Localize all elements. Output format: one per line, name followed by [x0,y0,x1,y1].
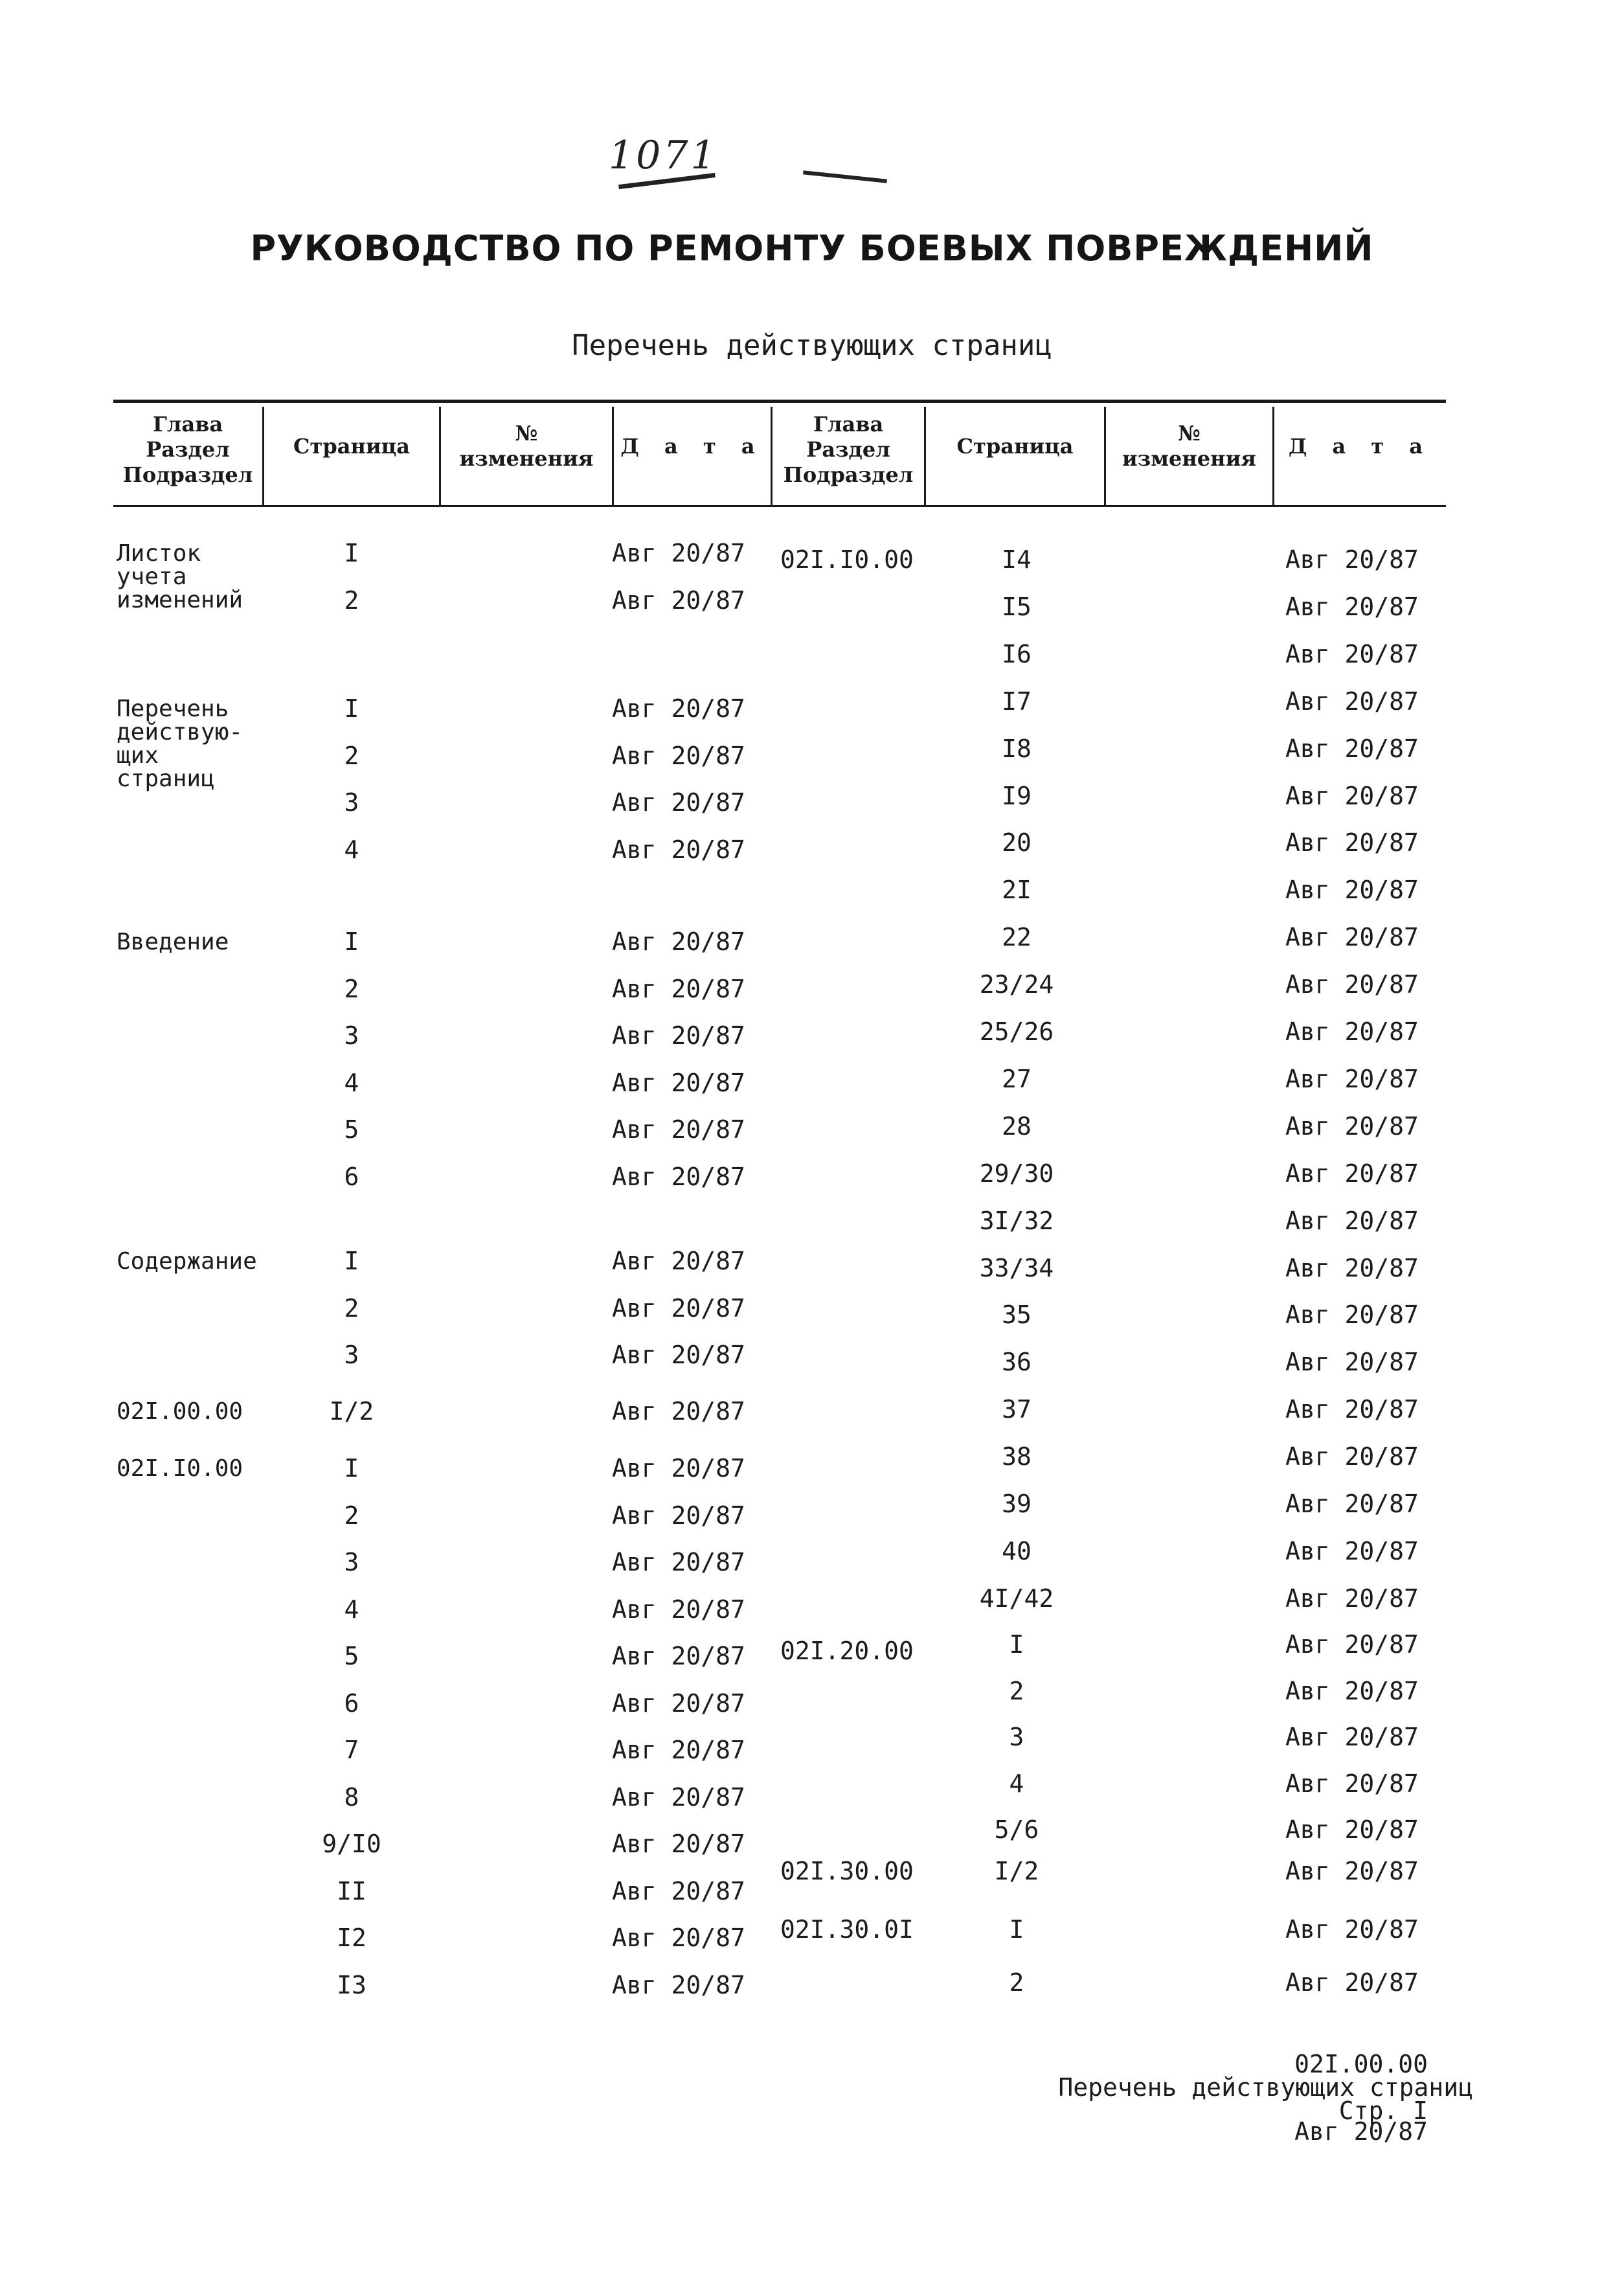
page-date: Авг 20/87 [612,585,745,615]
page-date: Авг 20/87 [612,1341,745,1369]
page-date: Авг 20/87 [1285,1536,1419,1565]
page-footer [971,2052,1473,2149]
page-date: Авг 20/87 [1285,1630,1419,1659]
page-number: 35 [1002,1301,1032,1330]
page-number: 5 [344,1115,359,1144]
page-number: II [337,1876,367,1905]
document-subtitle: Перечень действующих страниц [572,329,1052,362]
page-date: Авг 20/87 [1285,1395,1419,1424]
page-date: Авг 20/87 [612,1068,745,1097]
page-date: Авг 20/87 [1285,1064,1419,1093]
page-number: I7 [1002,687,1032,716]
header-page: Страница [956,434,1074,459]
page-date: Авг 20/87 [1285,1968,1419,1997]
page-date: Авг 20/87 [1285,923,1419,952]
page-date: Авг 20/87 [612,835,745,864]
page-number: I [344,1247,359,1275]
page-number: 4 [344,1068,359,1097]
page-number: 40 [1002,1536,1032,1565]
page-date: Авг 20/87 [612,1247,745,1275]
page-number: 2 [1009,1968,1024,1997]
page-date: Авг 20/87 [1285,828,1419,858]
footer-code: 02I.00.00 [1294,2050,1428,2078]
page-date: Авг 20/87 [1285,1348,1419,1377]
page-date: Авг 20/87 [612,927,745,956]
page-date: Авг 20/87 [612,1293,745,1323]
page-number: 3 [344,1341,359,1369]
page-date: Авг 20/87 [1285,1723,1419,1751]
page-date: Авг 20/87 [612,539,745,567]
page-number: I6 [1002,639,1032,668]
section-label: 02I.30.0I [780,1915,914,1944]
page-number: 2 [1009,1676,1024,1705]
page-date: Авг 20/87 [612,1397,745,1426]
page-date: Авг 20/87 [612,974,745,1003]
page-date: Авг 20/87 [612,1924,745,1952]
section-label: Перечень действую- щих страниц [117,696,243,792]
header-date: Д а т а [620,434,764,459]
page-number: 22 [1002,923,1032,952]
page-date: Авг 20/87 [612,1595,745,1624]
page-number: I3 [337,1970,367,1999]
page-number: 25/26 [979,1017,1054,1046]
page-number: 2 [344,1501,359,1530]
page-date: Авг 20/87 [1285,1159,1419,1188]
page-date: Авг 20/87 [612,1830,745,1858]
page-number: I8 [1002,734,1032,763]
document-title: РУКОВОДСТВО ПО РЕМОНТУ БОЕВЫХ ПОВРЕЖДЕНИЙ [250,228,1374,269]
page-number: 27 [1002,1064,1032,1093]
header-change: № изменения [1122,421,1256,471]
page-date: Авг 20/87 [612,1642,745,1670]
page-number: 33/34 [979,1253,1054,1282]
page-number: 29/30 [979,1159,1054,1188]
section-label: 02I.30.00 [780,1857,914,1885]
page-date: Авг 20/87 [612,1782,745,1812]
page-number: I [1009,1915,1024,1944]
page-date: Авг 20/87 [1285,1442,1419,1471]
page-number: 3 [344,1548,359,1576]
page-date: Авг 20/87 [1285,1301,1419,1330]
footer-title: Перечень действующих страниц [1058,2073,1473,2102]
page-number: 3I/32 [979,1206,1054,1235]
page-date: Авг 20/87 [1285,592,1419,621]
page-date: Авг 20/87 [612,788,745,817]
section-label: 02I.20.00 [780,1637,914,1665]
page-date: Авг 20/87 [612,1115,745,1144]
page-number: 39 [1002,1490,1032,1518]
page-date: Авг 20/87 [612,1021,745,1050]
page-number: I5 [1002,592,1032,621]
section-label: 02I.00.00 [117,1398,243,1425]
page-number: 6 [344,1162,359,1191]
page-number: I9 [1002,781,1032,810]
page-date: Авг 20/87 [1285,1815,1419,1844]
page-number: 2I [1002,876,1032,905]
page-date: Авг 20/87 [1285,1769,1419,1798]
page-date: Авг 20/87 [612,741,745,770]
section-label: Листок учета изменений [117,540,243,613]
table-top-rule [113,400,1446,403]
page-number: 4 [1009,1769,1024,1798]
page-date: Авг 20/87 [1285,1490,1419,1518]
page-date: Авг 20/87 [1285,1253,1419,1282]
footer-page: Стр. I [1338,2096,1428,2125]
page-number: 23/24 [979,970,1054,999]
page-date: Авг 20/87 [612,1162,745,1191]
page-number: 3 [1009,1723,1024,1751]
page-number: 7 [344,1736,359,1764]
page-date: Авг 20/87 [1285,1915,1419,1944]
page-number: I [344,1454,359,1482]
header-change: № изменения [459,421,594,471]
page-date: Авг 20/87 [612,1970,745,1999]
section-label: Содержание [117,1248,257,1275]
page-number: I2 [337,1924,367,1952]
footer-date: Авг 20/87 [1294,2117,1428,2146]
page-date: Авг 20/87 [1285,1857,1419,1885]
page-date: Авг 20/87 [612,1501,745,1530]
page-date: Авг 20/87 [1285,687,1419,716]
page-number: 4 [344,1595,359,1624]
handwritten-stroke-right [803,170,887,183]
page-number: 4I/42 [979,1584,1054,1613]
page-number: 5/6 [994,1815,1039,1844]
page-number: 5 [344,1642,359,1670]
page-number: 28 [1002,1111,1032,1141]
page-number: 8 [344,1782,359,1812]
page-date: Авг 20/87 [1285,1676,1419,1705]
page-number: 2 [344,741,359,770]
page-number: I [344,694,359,723]
page-number: 3 [344,1021,359,1050]
page-number: 37 [1002,1395,1032,1424]
page-number: 2 [344,585,359,615]
section-label: Введение [117,929,229,955]
page-number: 38 [1002,1442,1032,1471]
page-number: I [1009,1630,1024,1659]
page-number: 20 [1002,828,1032,858]
page-date: Авг 20/87 [1285,1017,1419,1046]
table-header-rule [113,505,1446,507]
page-number: 36 [1002,1348,1032,1377]
page-number: I [344,539,359,567]
page-number: I4 [1002,545,1032,574]
section-label: 02I.I0.00 [780,545,914,574]
page-number: I/2 [329,1397,374,1426]
page-number: 2 [344,974,359,1003]
page-date: Авг 20/87 [1285,781,1419,810]
page-date: Авг 20/87 [612,1548,745,1576]
page-date: Авг 20/87 [1285,734,1419,763]
page-date: Авг 20/87 [612,1736,745,1764]
handwritten-page-mark: 1071 [609,133,718,178]
page-date: Авг 20/87 [1285,1111,1419,1141]
header-page: Страница [293,434,410,459]
page-number: 3 [344,788,359,817]
page-date: Авг 20/87 [612,694,745,723]
page-date: Авг 20/87 [612,1876,745,1905]
header-chapter: Глава Раздел Подраздел [122,412,253,488]
page-number: 9/I0 [322,1830,381,1858]
page-number: I/2 [994,1857,1039,1885]
page-date: Авг 20/87 [612,1688,745,1718]
page-number: 6 [344,1688,359,1718]
page-date: Авг 20/87 [1285,639,1419,668]
page-number: 2 [344,1293,359,1323]
header-chapter: Глава Раздел Подраздел [783,412,914,488]
page-date: Авг 20/87 [1285,1584,1419,1613]
page-number: I [344,927,359,956]
section-label: 02I.I0.00 [117,1455,243,1482]
page-date: Авг 20/87 [1285,1206,1419,1235]
header-date: Д а т а [1288,434,1432,459]
page-date: Авг 20/87 [1285,545,1419,574]
page-number: 4 [344,835,359,864]
page-date: Авг 20/87 [1285,876,1419,905]
page-date: Авг 20/87 [1285,970,1419,999]
page-date: Авг 20/87 [612,1454,745,1482]
